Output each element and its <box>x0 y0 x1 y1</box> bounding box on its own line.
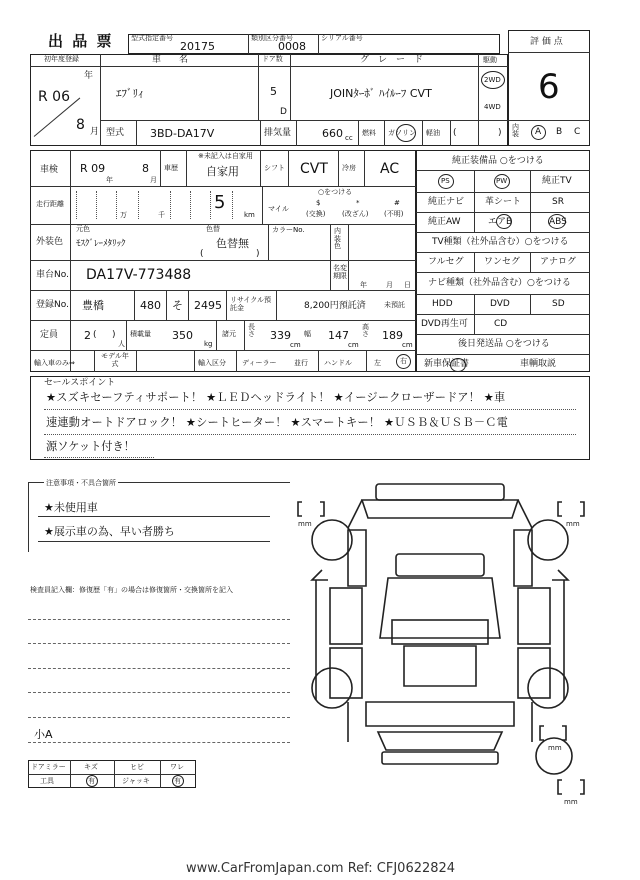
interior-b: B <box>556 127 563 137</box>
mileage-unknown: (不明) <box>384 210 404 218</box>
equip-tv: 純正TV <box>542 176 572 186</box>
sales-line-1: ★スズキセーフティサポート！ ★ＬＥＤヘッドライト！ ★イージークローザードア！ ★車 <box>46 391 506 404</box>
usage-value: 自家用 <box>206 165 239 178</box>
navi-dvd: DVD <box>490 299 510 309</box>
fuel-gasoline: ガソリン <box>388 129 416 137</box>
tools-label: 工具 <box>40 777 54 785</box>
capacity-label: 定員 <box>40 330 59 340</box>
drive-4wd: 4WD <box>484 103 501 111</box>
registration-kana: そ <box>172 299 183 312</box>
class-number: 0008 <box>278 40 306 53</box>
color-change: 色替無 <box>216 237 249 250</box>
drive-2wd: 2WD <box>484 76 501 84</box>
recycle-label: リサイクル預託金 <box>230 296 272 313</box>
shaken-month: 8 <box>142 162 149 175</box>
inspector-note: 小A <box>34 728 53 741</box>
load-label: 積載量 <box>130 330 151 338</box>
serial-number-label: シリアル番号 <box>321 34 363 42</box>
equip-aw: 純正AW <box>428 217 461 227</box>
tv-analog: アナログ <box>540 257 577 267</box>
note-line-2: ★展示車の為、早い者勝ち <box>44 525 175 538</box>
score-label: 評 価 点 <box>530 37 563 47</box>
grade-value: JOINﾀｰﾎﾞ ﾊｲﾙｰﾌ CVT <box>330 87 432 100</box>
sales-line-3: 源ソケット付き！ <box>46 440 135 453</box>
equip-navi: 純正ナビ <box>428 197 465 207</box>
height-value: 189 <box>382 329 403 342</box>
displacement-value: 660 <box>322 127 343 140</box>
navi-sd: SD <box>552 299 565 309</box>
sales-line-2: 速連動オートドアロック！ ★シートヒーター！ ★スマートキー！ ★ＵＳＢ＆ＵＳＢ－Ｃ電 <box>46 416 509 429</box>
shaken-label: 車検 <box>40 165 59 175</box>
fuel-gasoline-circle <box>396 124 416 142</box>
doors-value: 5 <box>270 85 277 98</box>
tv-fullseg: フルセグ <box>428 257 464 267</box>
chassis-label: 車台No. <box>36 270 69 280</box>
model-code: 3BD-DA17V <box>150 127 215 140</box>
class-number-label: 類別区分番号 <box>251 34 293 42</box>
first-registration-year: R 06 <box>38 89 70 105</box>
car-damage-diagram <box>292 470 602 810</box>
shift-label: シフト <box>264 164 285 172</box>
usage-note: ※未記入は自家用 <box>198 152 253 160</box>
car-name: ｴﾌﾞﾘｨ <box>116 87 144 100</box>
inspector-label: 検査員記入欄：修復歴「有」の場合は修復箇所・交換箇所を記入 <box>30 586 233 594</box>
tv-oneseg: ワンセグ <box>484 257 521 267</box>
interior-a: A <box>535 127 542 137</box>
model-year-label: モデル年式 <box>101 352 129 368</box>
type-designation-number: 20175 <box>180 40 215 53</box>
jack-yes: 有 <box>174 777 181 785</box>
mm-label-fr: mm <box>566 520 580 528</box>
handle-left: 左 <box>374 359 381 367</box>
chassis-number: DA17V-773488 <box>86 267 192 283</box>
equip-leather: 革シート <box>485 197 522 207</box>
mm-label-rr: mm <box>548 744 562 752</box>
capacity-value: 2 <box>84 329 91 342</box>
factory-equipment-label: 純正装備品 ○をつける <box>452 156 544 166</box>
load-value: 350 <box>172 329 193 342</box>
equip-sr: SR <box>552 197 564 207</box>
navi-cd: CD <box>494 319 508 329</box>
equip-abs: ABS <box>549 217 567 227</box>
score-value: 6 <box>538 67 560 107</box>
mileage-digits <box>76 191 236 219</box>
mileage-exchanged: (交換) <box>306 210 326 218</box>
car-name-label: 車 名 <box>152 55 189 65</box>
import-class-label: 輸入区分 <box>198 359 226 367</box>
mileage-circle-note: ○をつける <box>318 188 353 196</box>
first-registration-label: 初年度登録 <box>44 55 79 63</box>
shaken-year: R 09 <box>80 162 106 175</box>
mile-label: マイル <box>268 205 289 213</box>
recycle-unpaid: 未預託 <box>384 301 405 309</box>
footer-watermark: www.CarFromJapan.com Ref: CFJ0622824 <box>186 861 456 876</box>
mm-label-fl: mm <box>298 520 312 528</box>
handle-right: 右 <box>400 357 407 365</box>
name-change-label: 名変期限 <box>333 264 347 280</box>
interior-c: C <box>574 127 581 137</box>
drive-label: 駆動 <box>483 56 497 64</box>
mileage-altered: (改ざん) <box>342 210 369 218</box>
usage-label: 車歴 <box>164 164 178 172</box>
notes-label: 注意事項・不具合箇所 <box>46 479 116 487</box>
grade-label: グ レ ー ド <box>360 55 424 65</box>
tv-type-label: TV種類（社外品含む）○をつける <box>432 237 569 247</box>
form-title: 出 品 票 <box>48 32 114 50</box>
color-number-label: カラーNo. <box>272 226 305 234</box>
type-designation-label: 型式指定番号 <box>131 34 173 42</box>
equip-airbag: エアB <box>488 217 513 227</box>
fuel-diesel: 軽油 <box>426 129 440 137</box>
recycle-amount: 8,200円預託済 <box>304 301 366 311</box>
import-dealer: ディーラー <box>242 359 277 367</box>
displacement-label: 排気量 <box>264 128 292 138</box>
fuel-label: 燃料 <box>362 129 376 137</box>
note-line-1: ★未使用車 <box>44 501 98 514</box>
mileage-value: 5 <box>214 192 226 213</box>
interior-color-label: 内装色 <box>334 227 341 251</box>
jack-label: ジャッキ <box>122 777 150 785</box>
registration-number: 2495 <box>194 299 222 312</box>
registration-place: 豊橋 <box>82 299 104 312</box>
cooler-label: 冷房 <box>342 164 356 172</box>
doors-label: ドア数 <box>262 55 283 63</box>
mm-label-spare: mm <box>564 798 578 806</box>
sales-point-label: セールスポイント <box>44 378 116 388</box>
navi-dvd-play: DVD再生可 <box>421 319 468 329</box>
mileage-label: 走行距離 <box>36 200 64 208</box>
navi-hdd: HDD <box>432 299 453 309</box>
import-label: 輸入車のみ⇒ <box>34 359 75 367</box>
equip-ps: PS <box>441 177 450 185</box>
navi-type-label: ナビ種類（社外品含む）○をつける <box>428 278 571 288</box>
tools-yes: 有 <box>88 777 95 785</box>
doc-manual: 車輌取説 <box>520 359 557 369</box>
registration-label: 登録No. <box>36 300 69 310</box>
import-parallel: 並行 <box>294 359 308 367</box>
handle-label: ハンドル <box>324 359 352 367</box>
door-mirror-label: ドアミラー <box>31 763 66 771</box>
width-value: 147 <box>328 329 349 342</box>
model-label: 型式 <box>106 128 125 138</box>
length-value: 339 <box>270 329 291 342</box>
shift-value: CVT <box>300 161 328 177</box>
exterior-color-label: 外装色 <box>36 237 64 247</box>
cooler-value: AC <box>380 161 400 177</box>
registration-class: 480 <box>140 299 161 312</box>
equip-pw: PW <box>496 177 508 185</box>
first-registration-month: 8 <box>76 117 85 133</box>
exterior-color: ﾓｽｸﾞﾚｰﾒﾀﾘｯｸ <box>76 239 126 249</box>
later-shipment-label: 後日発送品 ○をつける <box>458 339 550 349</box>
doc-new-car-warranty: 新車保証書 <box>424 359 470 369</box>
interior-label: 内装 <box>512 123 519 138</box>
dimensions-label: 諸元 <box>222 330 236 338</box>
